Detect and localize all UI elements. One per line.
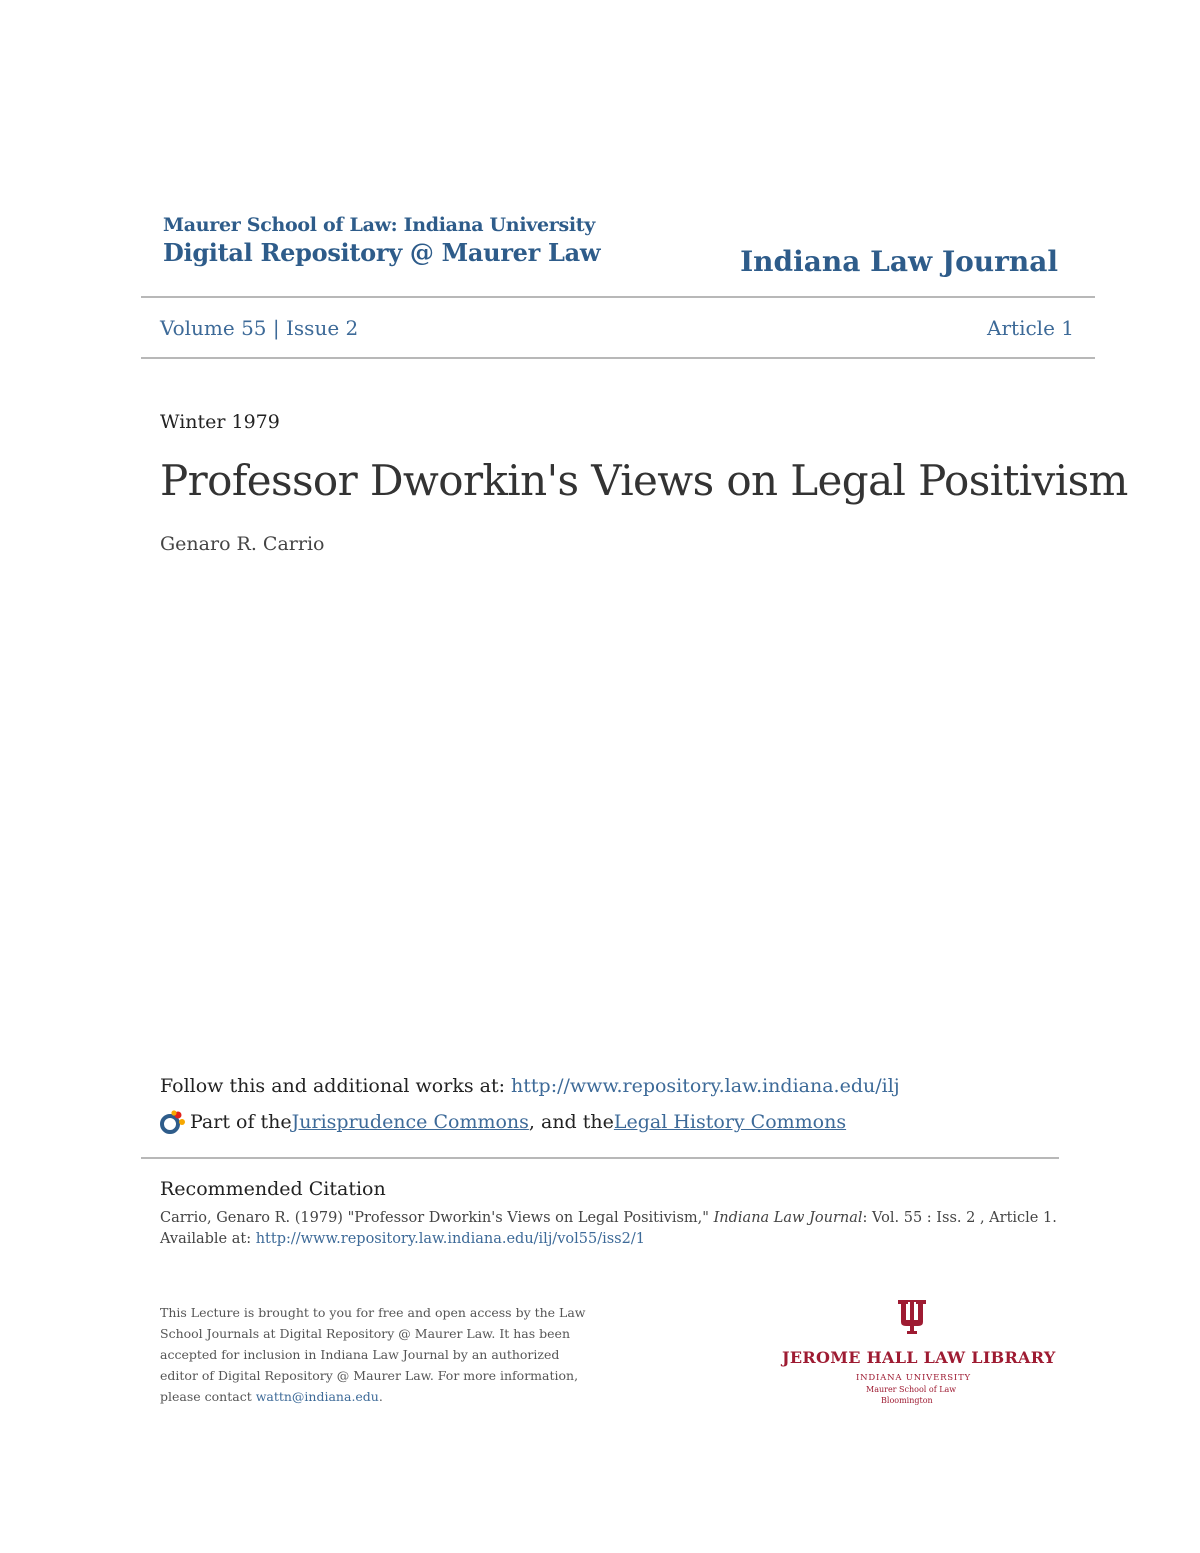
repository-name-line1: Maurer School of Law: Indiana University — [163, 214, 596, 236]
citation-journal: Indiana Law Journal — [713, 1210, 863, 1226]
library-school: Maurer School of Law — [866, 1385, 957, 1394]
part-of-line — [160, 1109, 846, 1135]
article-url-link[interactable]: http://www.repository.law.indiana.edu/ilj/vol55/iss2/1 — [255, 1231, 645, 1247]
repository-url-link[interactable]: http://www.repository.law.indiana.edu/ilj — [511, 1075, 900, 1097]
follow-line — [160, 1075, 900, 1097]
article-title: Professor Dworkin's Views on Legal Positivism — [160, 456, 1128, 505]
repository-name-line2: Digital Repository @ Maurer Law — [163, 238, 601, 267]
article-number-link[interactable]: Article 1 — [987, 316, 1074, 340]
recommended-citation-heading: Recommended Citation — [160, 1178, 386, 1200]
issue-link[interactable]: Issue 2 — [286, 316, 359, 340]
jurisprudence-commons-link[interactable]: Jurisprudence Commons — [291, 1111, 529, 1133]
citation-divider — [141, 1157, 1059, 1159]
volume-issue-separator: | — [272, 316, 280, 340]
part-of-prefix: Part of the — [190, 1111, 292, 1133]
library-city: Bloomington — [881, 1396, 933, 1405]
author-name[interactable]: Genaro R. Carrio — [160, 533, 325, 555]
part-of-middle: , and the — [528, 1111, 614, 1133]
legal-history-commons-link[interactable]: Legal History Commons — [613, 1111, 847, 1133]
publication-date: Winter 1979 — [160, 411, 280, 433]
second-divider — [141, 357, 1095, 359]
library-university: INDIANA UNIVERSITY — [856, 1373, 971, 1383]
citation-line2: Available at: http://www.repository.law.indiana.edu/ilj/vol55/iss2/1 — [160, 1231, 645, 1247]
journal-title: Indiana Law Journal — [740, 245, 1058, 278]
iu-trident-logo-icon — [896, 1298, 928, 1336]
volume-issue — [160, 316, 358, 340]
contact-email-link[interactable]: wattn@indiana.edu — [255, 1389, 379, 1404]
citation-line1: Carrio, Genaro R. (1979) "Professor Dworkin's Views on Legal Positivism," Indiana Law Journal: Vol. 55 : Iss. 2 , Article 1. — [160, 1210, 1057, 1226]
library-name: JEROME HALL LAW LIBRARY — [782, 1348, 1056, 1367]
volume-link[interactable]: Volume 55 — [160, 316, 267, 340]
top-divider — [141, 296, 1095, 298]
citation-text — [160, 1208, 1057, 1250]
network-commons-icon — [160, 1109, 186, 1135]
follow-label: Follow this and additional works at: — [160, 1075, 512, 1097]
access-notice: This Lecture is brought to you for free and open access by the Law School Journals at Digital Repository @ Maurer Law. It has been accepted for inclusion in Indiana Law Journal by an authorized editor of Digital Repository @ Maurer Law. For more information, please contact wattn@indiana.edu. — [160, 1305, 586, 1404]
